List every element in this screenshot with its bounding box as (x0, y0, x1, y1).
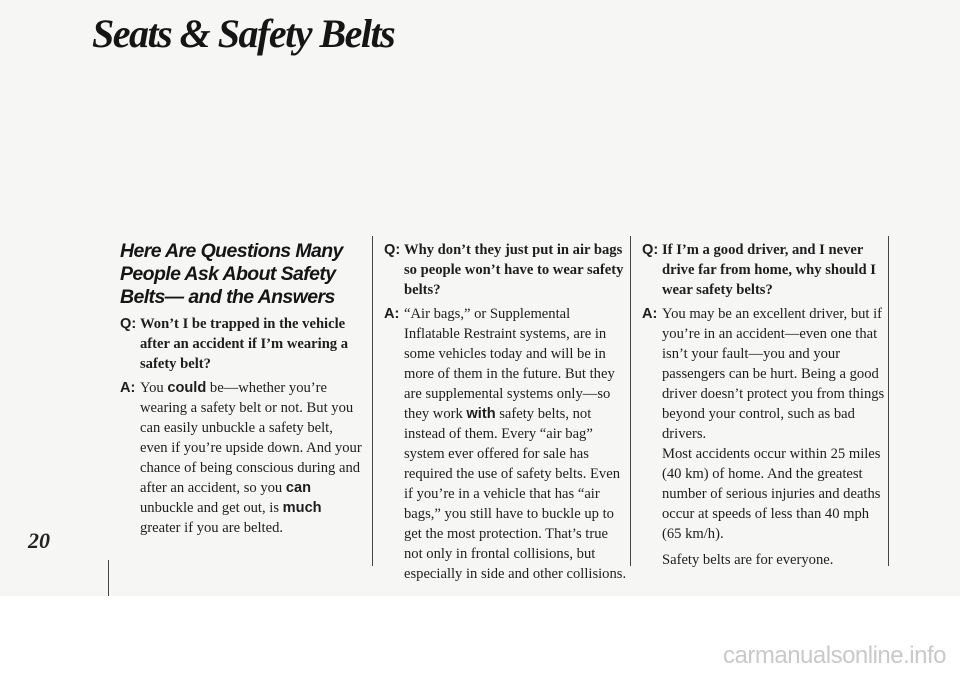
question-label: Q: (120, 316, 137, 332)
question-label: Q: (384, 242, 401, 258)
column-3 (642, 240, 892, 576)
answer-paragraph: Most accidents occur within 25 miles (40 km) of home. And the greatest number of serious injuries and deaths occur at speeds of less than 40 mph (65 km/h). (662, 446, 881, 542)
column-divider-1 (372, 236, 373, 566)
answer-text: “Air bags,” or Supplemental Inflatable Restraint systems, are in some vehicles today and will be in more of them in the future. But they are supplemental systems only—so they work with safety belts, not instead of them. Every “air bag” system ever offered for sale has required the use of safety belts. Even if you’re in a vehicle that has “air bags,” you still have to buckle up to get the most protection. That’s true not only in frontal collisions, but especially in side and other collisions. (404, 306, 627, 582)
source-watermark: carmanualsonline.info (723, 642, 946, 669)
column-divider-2 (630, 236, 631, 566)
answer-paragraph: Safety belts are for everyone. (662, 552, 834, 568)
answer-label: A: (642, 306, 658, 322)
section-heading: Here Are Questions Many People Ask About Safety Belts— and the Answers (120, 240, 343, 308)
answer-label: A: (384, 306, 400, 322)
question-2 (384, 240, 628, 300)
emphasis-with: with (466, 406, 496, 422)
emphasis-can: can (285, 480, 312, 496)
emphasis-much: much (282, 500, 322, 516)
column-2 (384, 240, 628, 584)
answer-label: A: (120, 380, 136, 396)
page-number: 20 (28, 528, 50, 553)
emphasis-could: could (167, 380, 207, 396)
answer-text: You could be—whether you’re wearing a safety belt or not. But you can easily unbuckle a safety belt, even if you’re upside down. And your chance of being conscious during and after an accident, so you can unbuckle and get out, is much greater if you are belted. (140, 380, 362, 536)
answer-3 (642, 304, 892, 444)
column-1 (120, 240, 364, 538)
question-text: If I’m a good driver, and I never drive far from home, why should I wear safety belts? (662, 242, 876, 298)
left-margin-rule (108, 560, 109, 596)
answer-text: You may be an excellent driver, but if you’re in an accident—even one that isn’t your fault—you and your passengers can be hurt. Being a good driver doesn’t protect you from things beyond your control, such as bad drivers. (662, 306, 885, 442)
question-text: Won’t I be trapped in the vehicle after an accident if I’m wearing a safety belt? (140, 316, 349, 372)
question-3 (642, 240, 892, 300)
question-1 (120, 314, 364, 374)
answer-2 (384, 304, 628, 584)
question-label: Q: (642, 242, 659, 258)
page-header-title: Seats & Safety Belts (92, 11, 395, 56)
answer-1 (120, 378, 364, 538)
question-text: Why don’t they just put in air bags so people won’t have to wear safety belts? (404, 242, 624, 298)
